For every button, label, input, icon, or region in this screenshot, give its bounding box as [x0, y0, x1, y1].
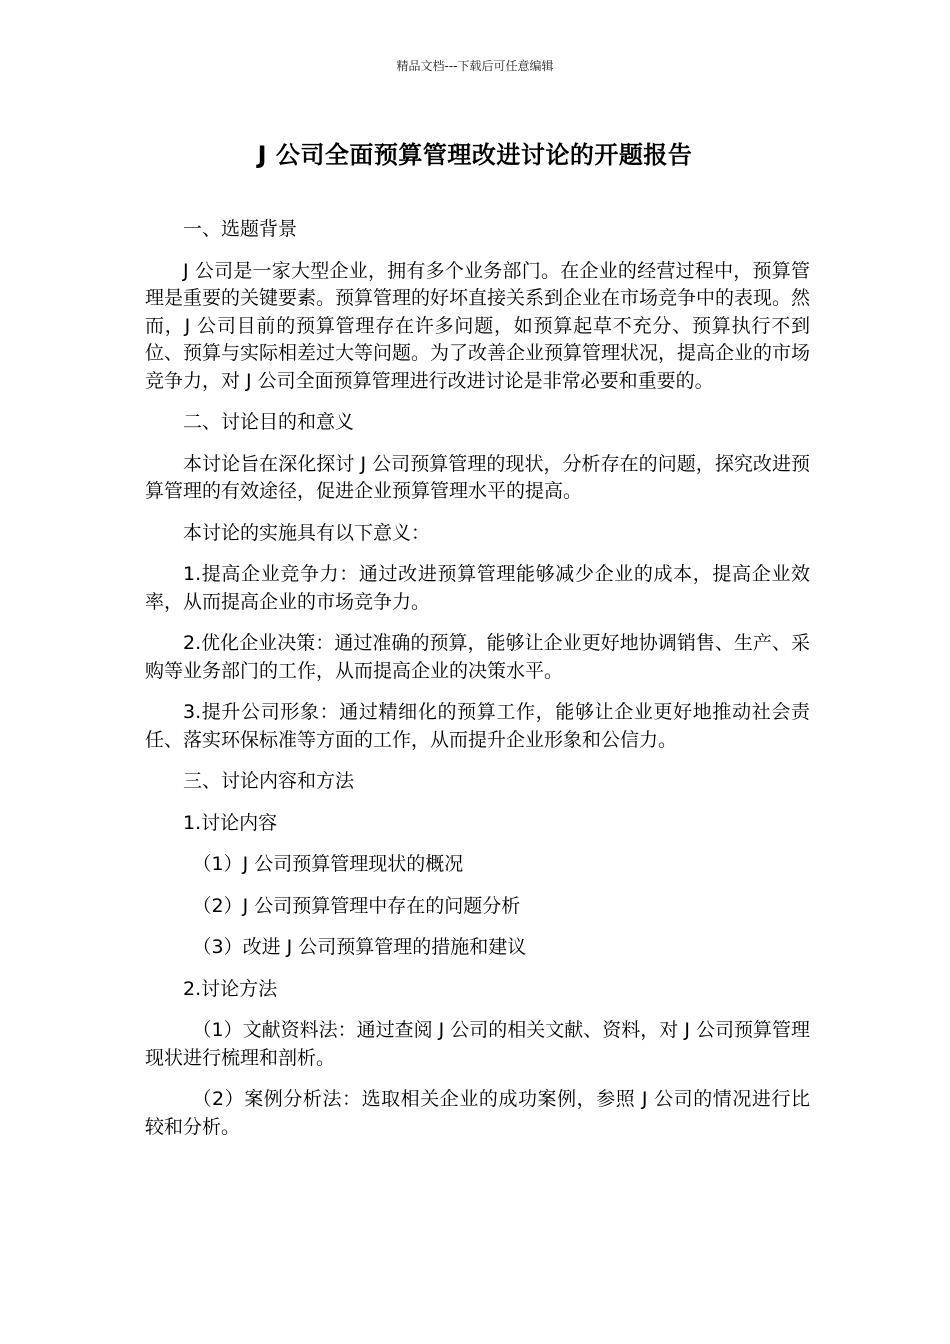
- document-body: [145, 216, 810, 1155]
- list-item-method-2: （2）案例分析法：选取相关企业的成功案例，参照 J 公司的情况进行比较和分析。: [145, 1088, 810, 1138]
- section-heading-content-method: 三、讨论内容和方法: [183, 770, 355, 792]
- subheading-method: 2.讨论方法: [183, 977, 278, 1000]
- list-item-method-1: （1）文献资料法：通过查阅 J 公司的相关文献、资料，对 J 公司预算管理现状进行梳理和剖析。: [145, 1019, 810, 1069]
- paragraph-background: J 公司是一家大型企业，拥有多个业务部门。在企业的经营过程中，预算管理是重要的关键要素。预算管理的好坏直接关系到企业在市场竞争中的表现。然而，J 公司目前的预算管理存在许多问题，如预算起草不充分、预算执行不到位、预算与实际相差过大等问题。为了改善企业预算管理状况，提高企业的市场竞争力，对 J 公司全面预算管理进行改进讨论是非常必要和重要的。: [145, 259, 811, 392]
- document-title: J 公司全面预算管理改进讨论的开题报告: [257, 141, 693, 169]
- list-item-significance-2: 2.优化企业决策：通过准确的预算，能够让企业更好地协调销售、生产、采购等业务部门的工作，从而提高企业的决策水平。: [145, 632, 810, 682]
- paragraph-significance-intro: 本讨论的实施具有以下意义：: [183, 521, 431, 544]
- list-item-content-3: （3）改进 J 公司预算管理的措施和建议: [192, 936, 527, 958]
- subheading-content: 1.讨论内容: [183, 811, 278, 834]
- list-item-significance-3: 3.提升公司形象：通过精细化的预算工作，能够让企业更好地推动社会责任、落实环保标准等方面的工作，从而提升企业形象和公信力。: [145, 701, 810, 751]
- page-header: 精品文档---下载后可任意编辑: [396, 59, 554, 73]
- section-heading-purpose: 二、讨论目的和意义: [183, 411, 355, 433]
- section-heading-background: 一、选题背景: [183, 218, 298, 240]
- paragraph-purpose: 本讨论旨在深化探讨 J 公司预算管理的现状，分析存在的问题，探究改进预算管理的有效途径，促进企业预算管理水平的提高。: [145, 452, 810, 502]
- list-item-content-2: （2）J 公司预算管理中存在的问题分析: [192, 894, 521, 917]
- list-item-significance-1: 1.提高企业竞争力：通过改进预算管理能够减少企业的成本，提高企业效率，从而提高企业的市场竞争力。: [145, 563, 810, 613]
- list-item-content-1: （1）J 公司预算管理现状的概况: [192, 853, 464, 875]
